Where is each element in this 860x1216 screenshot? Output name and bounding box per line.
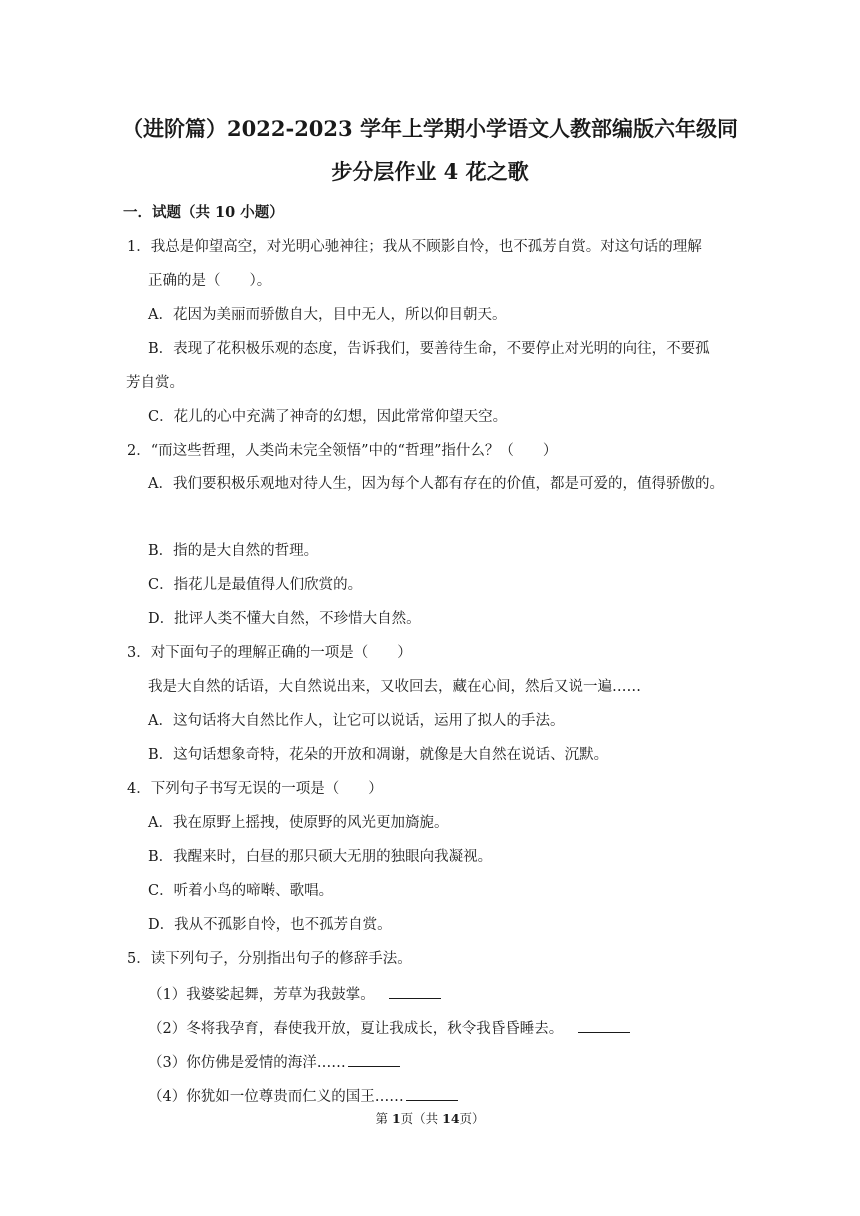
q1-option-b-line1: B．表现了花积极乐观的态度，告诉我们，要善待生命，不要停止对光明的向往，不要孤 <box>148 341 710 357</box>
q1-option-b-line2: 芳自赏。 <box>126 375 184 391</box>
footer-prefix: 第 <box>375 1111 392 1126</box>
q5-sentence-4-text: （4）你犹如一位尊贵而仁义的国王…… <box>148 1089 404 1105</box>
footer-total-pages: 14 <box>442 1111 460 1126</box>
footer-page-number: 1 <box>391 1111 401 1126</box>
q5-sentence-2-text: （2）冬将我孕育，春使我开放，夏让我成长，秋令我昏昏睡去。 <box>148 1021 564 1037</box>
document-title-line2: 步分层作业 4 花之歌 <box>331 159 529 184</box>
q5-sentence-1 <box>148 982 441 1006</box>
document-title-line1: （进阶篇）2022-2023 学年上学期小学语文人教部编版六年级同 <box>122 116 738 141</box>
q3-stem: 3．对下面句子的理解正确的一项是（ ） <box>127 645 412 661</box>
q5-answer-blank-2[interactable] <box>578 1016 630 1033</box>
q2-option-b: B．指的是大自然的哲理。 <box>148 543 319 559</box>
q3-option-b: B．这句话想象奇特，花朵的开放和凋谢，就像是大自然在说话、沉默。 <box>148 747 609 763</box>
q2-option-d: D．批评人类不懂大自然，不珍惜大自然。 <box>148 611 421 627</box>
q4-option-d: D．我从不孤影自怜，也不孤芳自赏。 <box>148 917 392 933</box>
q4-option-b: B．我醒来时，白昼的那只硕大无朋的独眼向我凝视。 <box>148 849 493 865</box>
q2-option-a: A．我们要积极乐观地对待人生，因为每个人都有存在的价值，都是可爱的，值得骄傲的。 <box>148 476 724 492</box>
q1-stem-line1: 1．我总是仰望高空，对光明心驰神往；我从不顾影自怜，也不孤芳自赏。对这句话的理解 <box>127 239 702 255</box>
q5-answer-blank-3[interactable] <box>348 1050 400 1067</box>
q5-sentence-3 <box>148 1050 400 1074</box>
q2-stem: 2．“而这些哲理，人类尚未完全领悟”中的“哲理”指什么？（ ） <box>127 443 558 459</box>
q5-sentence-3-text: （3）你仿佛是爱情的海洋…… <box>148 1055 346 1071</box>
q4-option-a: A．我在原野上摇拽，使原野的风光更加旖旎。 <box>148 815 449 831</box>
footer-suffix: 页） <box>459 1111 485 1126</box>
q1-option-c: C．花儿的心中充满了神奇的幻想，因此常常仰望天空。 <box>148 409 508 425</box>
q5-stem: 5．读下列句子，分别指出句子的修辞手法。 <box>127 951 412 967</box>
q3-option-a: A．这句话将大自然比作人，让它可以说话，运用了拟人的手法。 <box>148 713 565 729</box>
footer-middle: 页（共 <box>400 1111 443 1126</box>
q5-sentence-2 <box>148 1016 630 1040</box>
q4-stem: 4．下列句子书写无误的一项是（ ） <box>127 781 383 797</box>
page-footer <box>0 1110 860 1128</box>
q4-option-c: C．听着小鸟的啼啭、歌唱。 <box>148 883 334 899</box>
q1-stem-line2: 正确的是（ ）。 <box>148 273 272 289</box>
q2-option-c: C．指花儿是最值得人们欣赏的。 <box>148 577 363 593</box>
q3-quote: 我是大自然的话语，大自然说出来，又收回去，藏在心间，然后又说一遍…… <box>148 679 641 695</box>
q1-option-a: A．花因为美丽而骄傲自大，目中无人，所以仰目朝天。 <box>148 307 507 323</box>
q5-sentence-4 <box>148 1084 458 1108</box>
q5-answer-blank-1[interactable] <box>389 982 441 999</box>
q5-sentence-1-text: （1）我婆娑起舞，芳草为我鼓掌。 <box>148 987 375 1003</box>
section-heading: 一．试题（共 10 小题） <box>123 204 284 221</box>
q5-answer-blank-4[interactable] <box>406 1084 458 1101</box>
